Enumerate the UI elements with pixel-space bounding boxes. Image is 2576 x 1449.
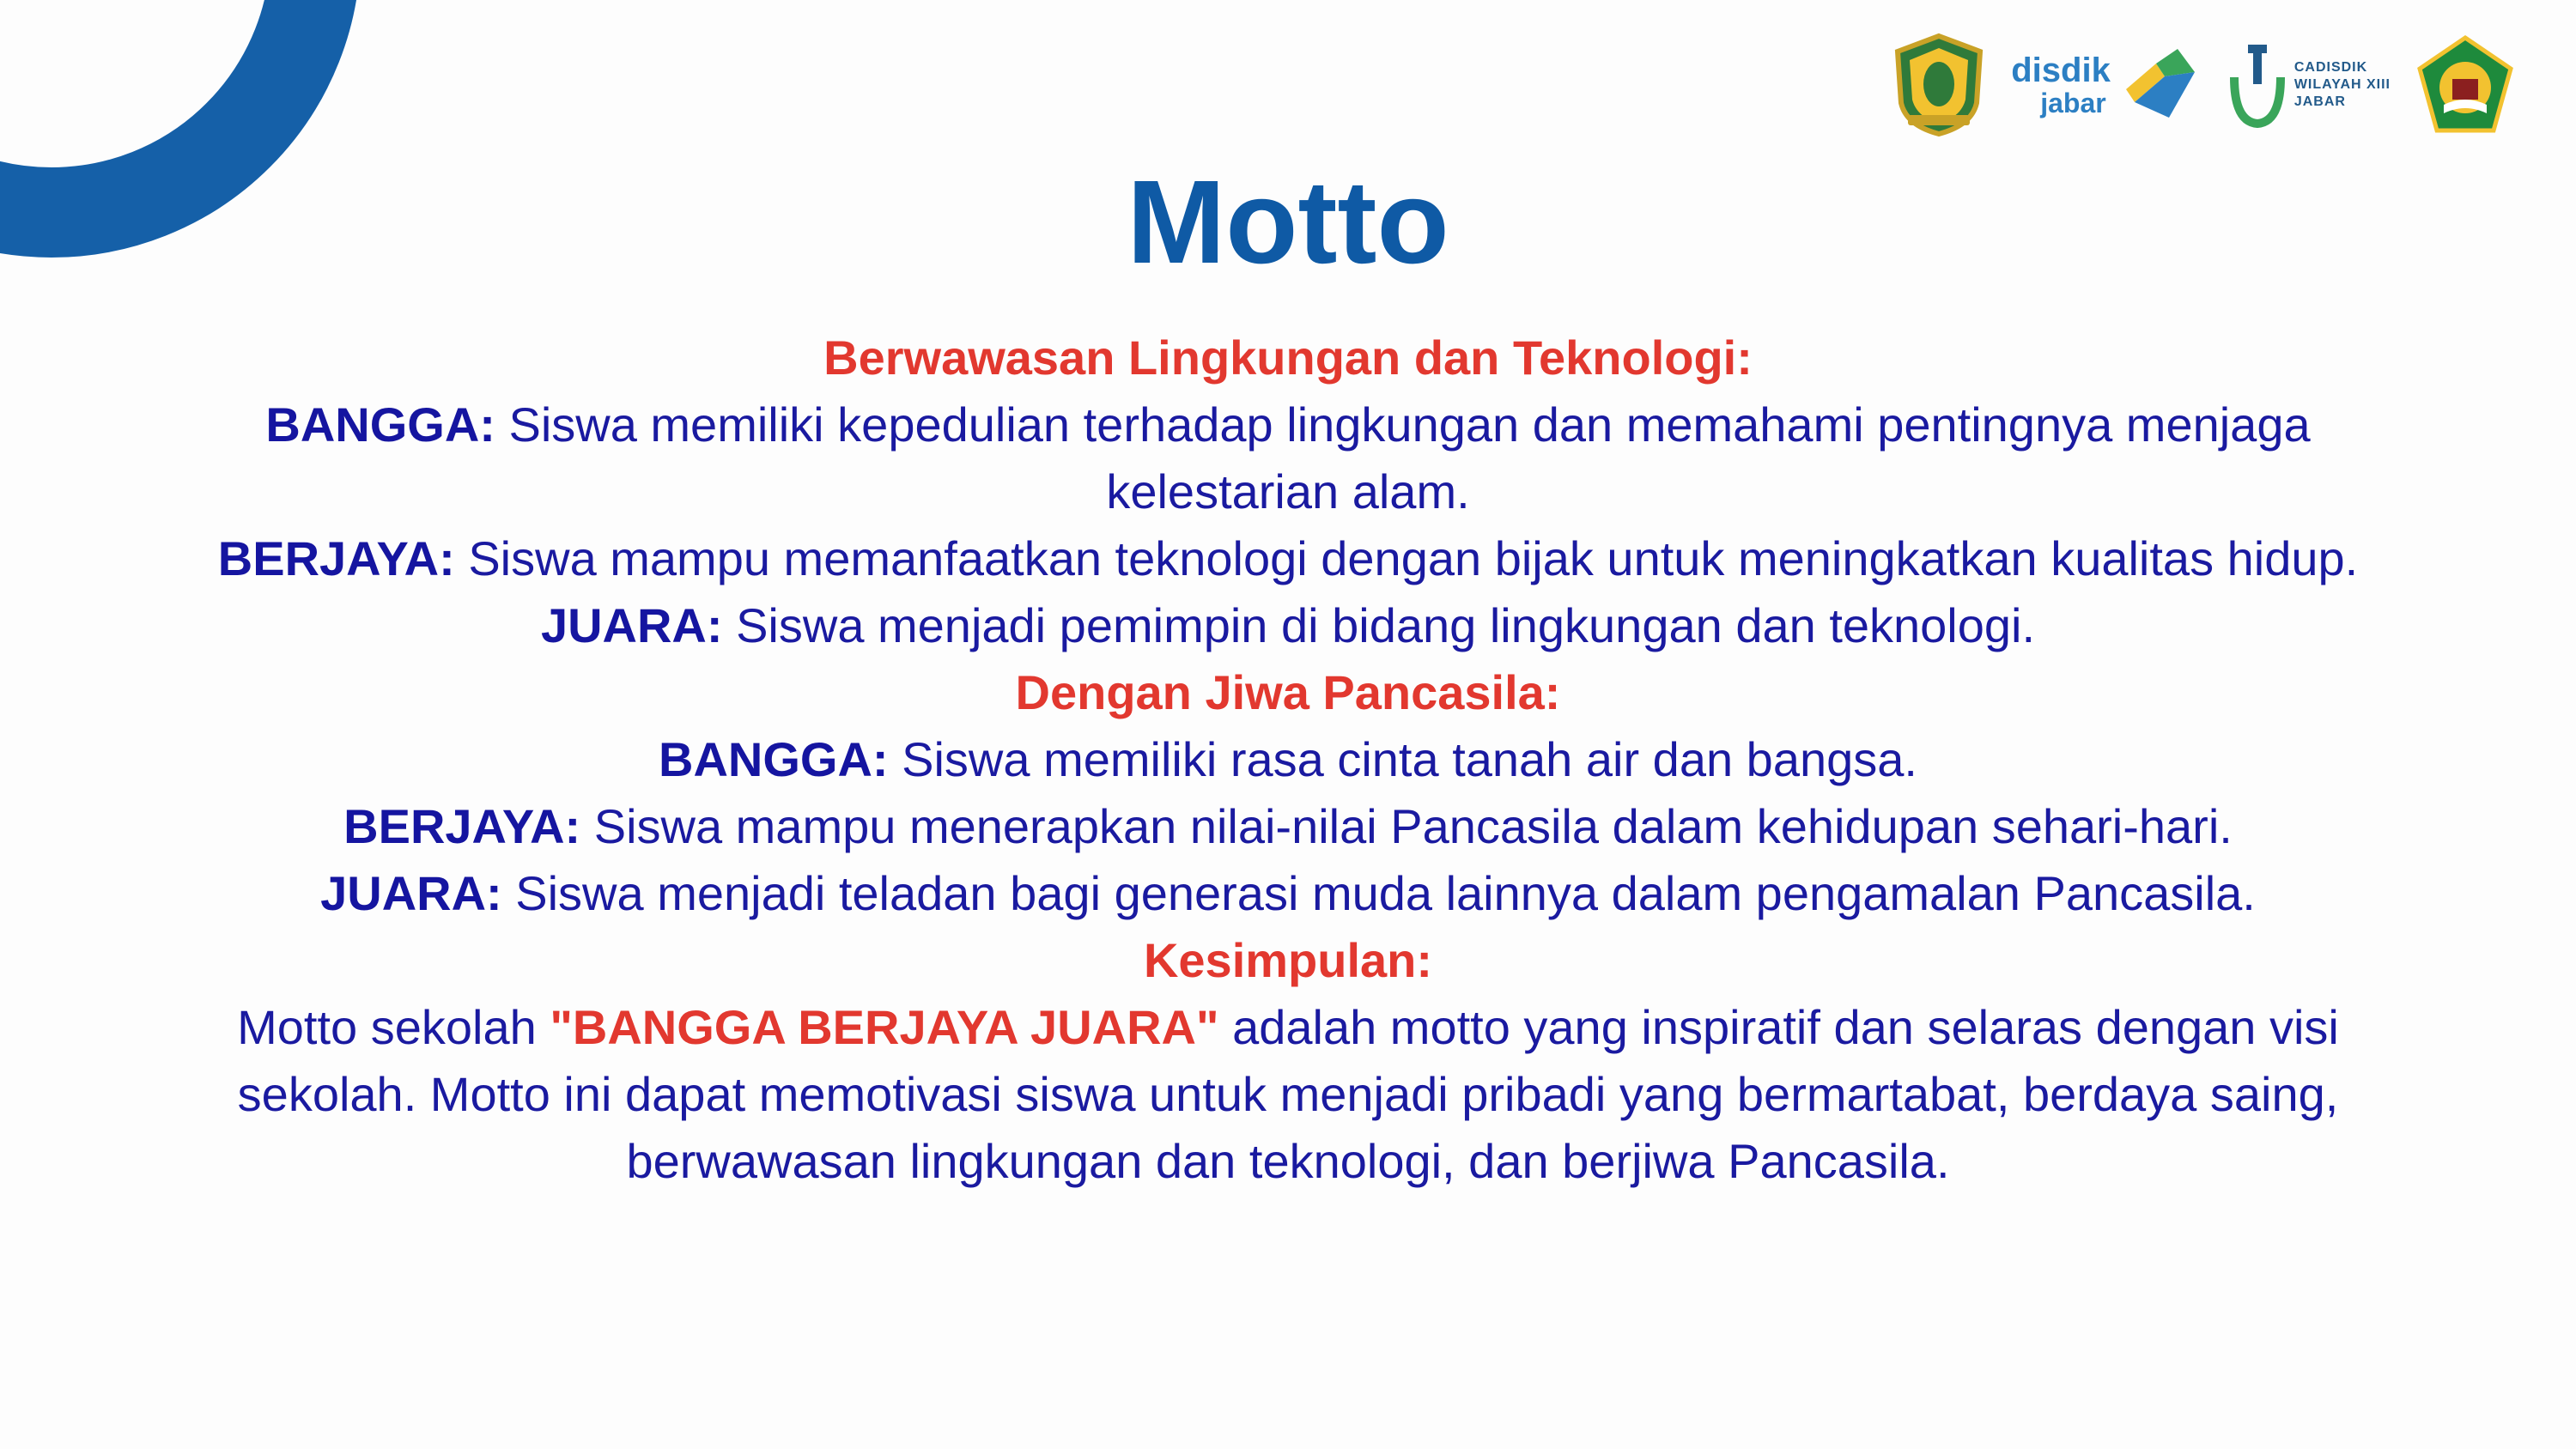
disdik-book-icon	[2117, 42, 2203, 128]
motto-description: Siswa menjadi teladan bagi generasi muda lainnya dalam pengamalan Pancasila.	[515, 866, 2256, 920]
cadisdik-line-3: JABAR	[2293, 94, 2346, 109]
motto-item	[155, 860, 2421, 927]
motto-item	[155, 525, 2421, 592]
motto-content	[155, 324, 2421, 1195]
jabar-label: jabar	[2040, 88, 2106, 118]
motto-keyword: JUARA:	[540, 598, 723, 652]
motto-keyword: BERJAYA:	[343, 799, 581, 853]
section-heading: Berwawasan Lingkungan dan Teknologi:	[823, 330, 1753, 385]
page-title: Motto	[1127, 156, 1449, 288]
section-heading: Dengan Jiwa Pancasila:	[1015, 665, 1561, 719]
header-logos	[1891, 33, 2516, 137]
motto-description: Siswa memiliki kepedulian terhadap lingkungan dan memahami pentingnya menjaga kelestarian alam.	[508, 397, 2311, 518]
conclusion-heading: Kesimpulan:	[1143, 933, 1433, 987]
cadisdik-line-1: CADISDIK	[2293, 60, 2368, 75]
motto-description: Siswa memiliki rasa cinta tanah air dan bangsa.	[902, 732, 1917, 786]
jawa-barat-emblem-icon	[1891, 33, 1987, 137]
sma-negeri-emblem-icon	[2415, 34, 2516, 136]
motto-highlight: "BANGGA BERJAYA JUARA"	[550, 1000, 1219, 1054]
conclusion-suffix: adalah motto yang inspiratif dan selaras dengan visi sekolah. Motto ini dapat memotivasi siswa untuk menjadi pribadi yang bermartabat, berdaya saing, berwawasan lingkungan dan teknologi, dan berjiwa Pancasila.	[237, 1000, 2339, 1188]
motto-description: Siswa mampu memanfaatkan teknologi dengan bijak untuk meningkatkan kualitas hidup.	[468, 531, 2359, 585]
motto-keyword: BANGGA:	[265, 397, 495, 452]
conclusion-prefix: Motto sekolah	[237, 1000, 537, 1054]
conclusion-text	[155, 994, 2421, 1195]
motto-description: Siswa mampu menerapkan nilai-nilai Pancasila dalam kehidupan sehari-hari.	[593, 799, 2233, 853]
cadisdik-logo	[2227, 38, 2391, 132]
motto-keyword: BERJAYA:	[217, 531, 455, 585]
motto-item	[155, 391, 2421, 525]
motto-keyword: JUARA:	[320, 866, 502, 920]
motto-item	[155, 592, 2421, 659]
motto-keyword: BANGGA:	[659, 732, 889, 786]
motto-description: Siswa menjadi pemimpin di bidang lingkungan dan teknologi.	[736, 598, 2036, 652]
motto-item	[155, 726, 2421, 793]
motto-item	[155, 793, 2421, 860]
cadisdik-line-2: WILAYAH XIII	[2293, 77, 2391, 92]
disdik-jabar-logo	[2011, 42, 2203, 128]
cadisdik-tower-icon	[2227, 38, 2287, 132]
disdik-label: disdik	[2011, 52, 2111, 89]
